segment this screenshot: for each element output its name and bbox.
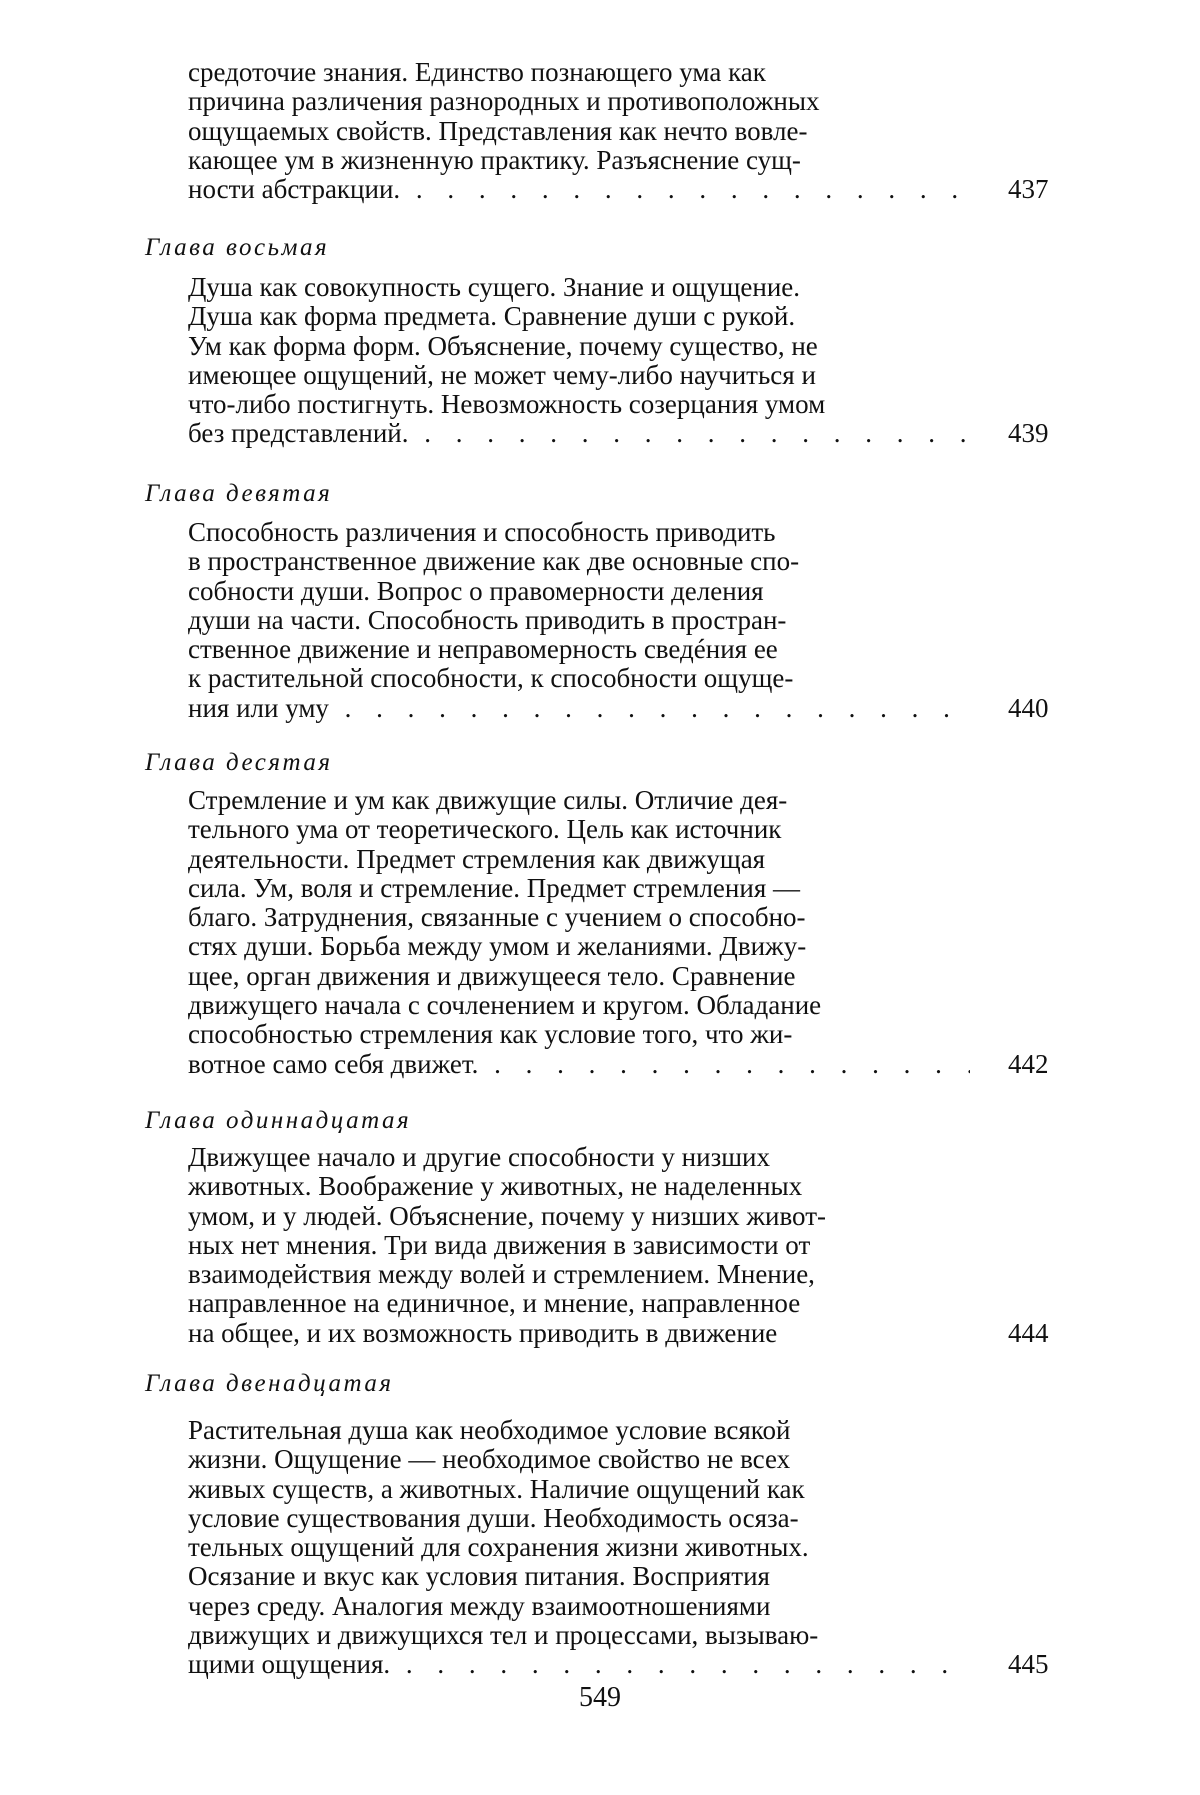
text-line: средоточие знания. Единство познающего ума как: [188, 57, 766, 87]
text-line: щее, орган движения и движущееся тело. Сравнение: [188, 960, 796, 991]
text-line: стях души. Борьба между умом и желаниями. Движу-: [188, 931, 807, 962]
text-line: в пространственное движение как две основные спо-: [188, 546, 800, 577]
text-line: жизни. Ощущение — необходимое свойство не всех: [188, 1444, 791, 1475]
text-line: живых существ, а животных. Наличие ощущений как: [188, 1473, 805, 1504]
text-line: Осязание и вкус как условия питания. Восприятия: [188, 1561, 770, 1592]
text-line: кающее ум в жизненную практику. Разъяснение сущ-: [188, 144, 801, 175]
text-line: души на части. Способность приводить в простран-: [188, 604, 787, 635]
entry-text: [188, 273, 970, 449]
text-line: через среду. Аналогия между взаимоотношениями: [188, 1590, 771, 1621]
text-line-last: на общее, и их возможность приводить в движение: [188, 1317, 778, 1348]
text-line-last: щими ощущения. . . .: [188, 1650, 970, 1679]
chapter-heading: Глава восьмая: [145, 234, 330, 261]
page-number: 439: [1008, 418, 1049, 448]
text-line: умом, и у людей. Объяснение, почему у низших живот-: [188, 1200, 826, 1231]
chapter-heading: Глава девятая: [145, 480, 333, 507]
text-line: Душа как форма предмета. Сравнение души с рукой.: [188, 301, 796, 332]
text-line: Движущее начало и другие способности у низших: [188, 1142, 770, 1172]
text-line: Растительная душа как необходимое условие всякой: [188, 1415, 791, 1445]
entry-text: [188, 1416, 970, 1680]
text-line: собности души. Вопрос о правомерности деления: [188, 575, 764, 606]
text-line-last: ния или уму . . .: [188, 694, 970, 723]
text-line: Ум как форма форм. Объяснение, почему существо, не: [188, 330, 818, 361]
text-line: Стремление и ум как движущие силы. Отличие дея-: [188, 785, 788, 815]
chapter-heading: Глава десятая: [145, 749, 333, 776]
text-line: движущих и движущихся тел и процессами, вызываю-: [188, 1620, 819, 1651]
page-number: 442: [1008, 1049, 1049, 1079]
page-number: 445: [1008, 1649, 1049, 1679]
text-line: что-либо постигнуть. Невозможность созерцания умом: [188, 389, 826, 420]
text-line: ощущаемых свойств. Представления как нечто вовле-: [188, 115, 808, 146]
text-line: Душа как совокупность сущего. Знание и ощущение.: [188, 272, 800, 302]
folio-page-number: 549: [579, 1682, 621, 1713]
text-line-last: без представлений. . . .: [188, 419, 970, 448]
entry-text: [188, 786, 970, 1079]
text-line: причина различения разнородных и противоположных: [188, 86, 820, 117]
text-line-last: вотное само себя движет. . . .: [188, 1050, 970, 1079]
text-line: имеющее ощущений, не может чему-либо научиться и: [188, 359, 816, 390]
text-line: тельных ощущений для сохранения жизни животных.: [188, 1532, 809, 1563]
text-line: направленное на единичное, и мнение, направленное: [188, 1288, 801, 1319]
chapter-heading: Глава одиннадцатая: [145, 1107, 412, 1134]
text-line: условие существования души. Необходимость осяза-: [188, 1502, 799, 1533]
page-number: 440: [1008, 693, 1049, 723]
chapter-heading: Глава двенадцатая: [145, 1370, 394, 1397]
text-line: к растительной способности, к способности ощуще-: [188, 663, 794, 694]
page-number: 444: [1008, 1318, 1049, 1348]
text-line: тельного ума от теоретического. Цель как источник: [188, 814, 782, 845]
text-line: деятельности. Предмет стремления как движущая: [188, 843, 766, 874]
entry-text: [188, 58, 970, 204]
text-line: сила. Ум, воля и стремление. Предмет стремления —: [188, 872, 800, 903]
text-line: способностью стремления как условие того, что жи-: [188, 1019, 793, 1050]
text-line: благо. Затруднения, связанные с учением о способно-: [188, 902, 806, 933]
text-line: ных нет мнения. Три вида движения в зависимости от: [188, 1229, 811, 1260]
text-line: взаимодействия между волей и стремлением. Мнение,: [188, 1259, 815, 1290]
text-line: Способность различения и способность приводить: [188, 517, 776, 547]
text-line: животных. Воображение у животных, не наделенных: [188, 1171, 803, 1202]
page-number: 437: [1008, 174, 1049, 204]
entry-text: [188, 1143, 970, 1348]
text-line: ственное движение и неправомерность сведéния ее: [188, 634, 778, 665]
text-line-last: ности абстракции. . . .: [188, 175, 970, 204]
entry-text: [188, 518, 970, 723]
text-line: движущего начала с сочленением и кругом. Обладание: [188, 990, 822, 1021]
